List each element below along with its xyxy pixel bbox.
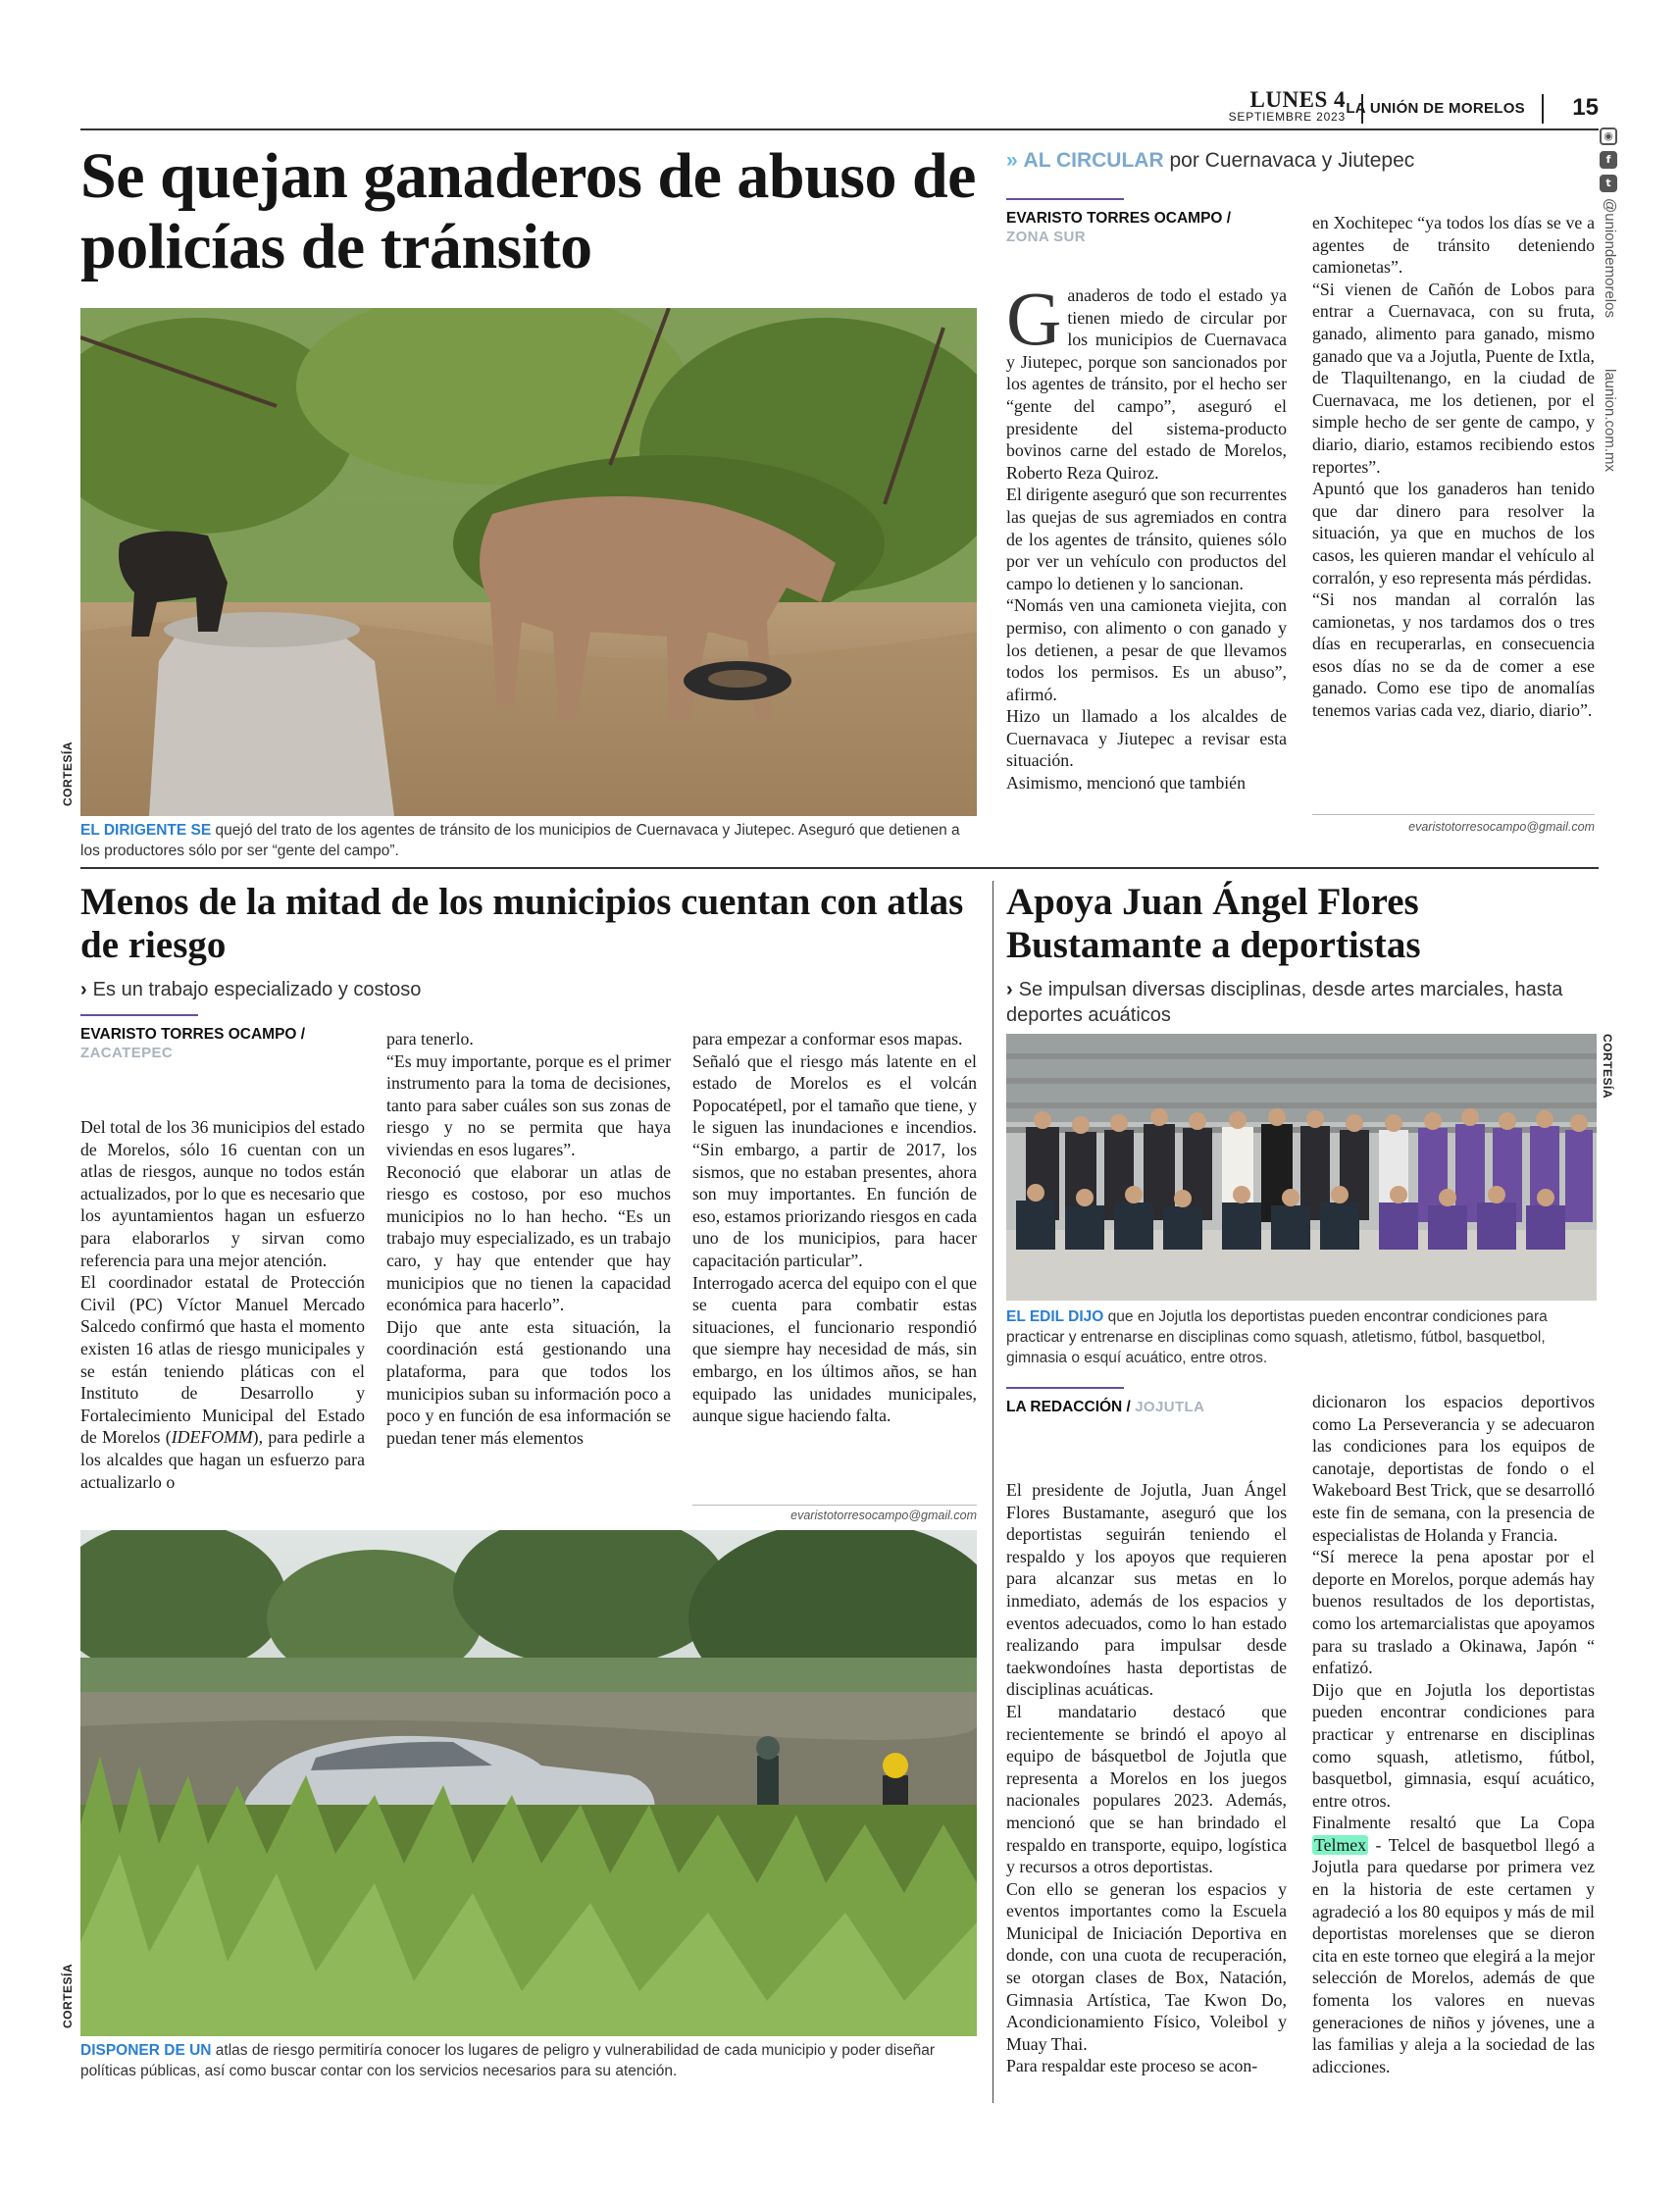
byline-location: ZACATEPEC: [80, 1045, 174, 1061]
drop-cap: G: [1006, 276, 1062, 361]
paragraph: Con ello se generan los espacios y eventos importantes como la Escuela Municipal de Iniciación Deportiva en donde, con una cuota de recuperación, se otorgan clases de Box, Natación, Gimnasia Artística, Tae Kwon Do, Acondicionamiento Físico, Voleibol y Muay Thai.: [1006, 1878, 1287, 2054]
paragraph: El presidente de Jojutla, Juan Ángel Flores Bustamante, aseguró que los deportistas seguirán teniendo el respaldo y los apoyos que requieren para alcanzar sus metas en lo inmediato, además de los espacios y eventos adecuados, como lo han estado realizando para impulsar desde taekwondoínes hasta deportistas de disciplinas acuáticas.: [1006, 1480, 1287, 1700]
story2-column-1: [80, 1116, 365, 1493]
paragraph: “Es muy importante, porque es el primer instrumento para la toma de decisiones, tanto para saber cuáles son sus zonas de riesgo y no se permita que haya viviendas en esos lugares”.: [386, 1050, 671, 1159]
byline-rule: [80, 1014, 198, 1016]
story3-byline: [1006, 1387, 1204, 1416]
kicker-text: por Cuernavaca y Jiutepec: [1163, 149, 1415, 172]
byline-author: EVARISTO TORRES OCAMPO /: [1006, 210, 1232, 227]
story2-caption: [80, 2040, 973, 2081]
story3-caption: [1006, 1306, 1599, 1368]
paragraph: Reconoció que elaborar un atlas de riesgo es costoso, por eso muchos municipios no lo han hecho. “Es un trabajo muy especializado, es un trabajo caro, y hay que entender que hay municipios que no tienen la capacidad económica para hacerlo”.: [386, 1161, 671, 1315]
byline-location: JOJUTLA: [1135, 1399, 1205, 1415]
highlighted-text: Telmex: [1314, 1834, 1367, 1855]
paragraph: Del total de los 36 municipios del estado de Morelos, sólo 16 cuentan con un atlas de riesgos, aunque no todos están actualizados, por lo que es necesario que los ayuntamientos hagan un esfuerzo para elaborarlos y sirvan como referencia para una mejor atención.: [80, 1117, 365, 1270]
newspaper-name: LA UNIÓN DE MORELOS: [1346, 100, 1525, 117]
cattle-photo: [80, 308, 977, 816]
flood-photo: [80, 1530, 977, 2036]
paragraph: [1006, 276, 1287, 484]
story1-column-2: [1312, 212, 1595, 722]
story2-headline: Menos de la mitad de los municipios cuentan con atlas de riesgo: [80, 881, 964, 966]
masthead-rule: [80, 128, 1599, 130]
paragraph: [80, 1271, 365, 1493]
paragraph: El mandatario destacó que recientemente se brindó el apoyo al equipo de básquetbol de Jojutla que representa a Morelos en los juegos nacionales populares 2023. Además, mencionó que se han brindado el respaldo en transporte, equipo, logística y recursos a otros deportistas.: [1006, 1701, 1287, 1877]
instagram-icon: ◉: [1600, 128, 1617, 145]
subheadline-text: Se impulsan diversas disciplinas, desde artes marciales, hasta deportes acuáticos: [1006, 979, 1563, 1026]
paragraph: dicionaron los espacios deportivos como La Perseverancia y se adecuaron las condiciones para los equipos de canotaje, deportistas de fondo o el Wakeboard Best Trick, que se desarrolló este fin de semana, con la presencia de especialistas de Holanda y Francia.: [1312, 1392, 1595, 1545]
paragraph: Interrogado acerca del equipo con el que se cuenta para combatir estas situaciones, el funcionario respondió que siempre hay necesidad de más, sin embargo, en los últimos años, se han equipado las unidades municipales, aunque sigue haciendo falta.: [692, 1272, 977, 1426]
story1-column-1: [1006, 276, 1287, 794]
paragraph: Señaló que el riesgo más latente en el estado de Morelos es el volcán Popocatépetl, por el tamaño que tiene, y le siguen las inundaciones e incendios. “Sin embargo, a partir de 2017, los sismos, que no estaban presentes, ahora son muy importantes. En función de eso, estamos priorizando riesgos en cada uno de los municipios, para hacer capacitación particular”.: [692, 1050, 977, 1270]
author-email: evaristotorresocampo@gmail.com: [1408, 820, 1595, 834]
paragraph: Hizo un llamado a los alcaldes de Cuernavaca y Jiutepec a revisar esta situación.: [1006, 706, 1287, 771]
caption-lead: EL DIRIGENTE SE: [80, 822, 212, 839]
paragraph: [1312, 1812, 1595, 2077]
story1-headline: Se quejan ganaderos de abuso de policías de tránsito: [80, 140, 976, 282]
byline-location: ZONA SUR: [1006, 229, 1086, 245]
paragraph-text: anaderos de todo el estado ya tienen miedo de circular por los municipios de Cuernavaca y Jiutepec, porque son sancionados por los agentes de tránsito, por el hecho ser “gente del campo”, aseguró el presidente del sistema-producto bovinos carne del estado de Morelos, Roberto Reza Quiroz.: [1006, 285, 1287, 483]
paragraph: Dijo que ante esta situación, la coordinación está gestionando una plataforma, para que todos los municipios suban su información poco a poco y en función de esa información se puedan tener más elementos: [386, 1316, 671, 1448]
photo-credit: CORTESÍA: [1601, 1034, 1614, 1100]
email-rule: [692, 1505, 977, 1506]
byline-author: LA REDACCIÓN /: [1006, 1399, 1136, 1415]
chevron-icon: ›: [80, 979, 87, 1000]
paragraph-text: - Telcel de basquetbol llegó a Jojutla para quedarse por primera vez en la historia de este certamen y agradeció a los 80 equipos y más de mil deportistas morelenses que se dieron cita en este torneo que elegirá a la mejor selección de Morelos, además de que fomenta los valores en nuevas generaciones de niños y jóvenes, une a las familias y aleja a la sociedad de las adicciones.: [1312, 1834, 1595, 2076]
issue-day: LUNES 4: [1249, 87, 1346, 112]
issue-month: SEPTIEMBRE 2023: [1228, 110, 1346, 124]
double-chevron-icon: »: [1006, 149, 1018, 172]
twitter-icon: t: [1600, 175, 1617, 192]
byline-author: EVARISTO TORRES OCAMPO /: [80, 1026, 306, 1043]
caption-lead: EL EDIL DIJO: [1006, 1308, 1104, 1325]
story3-column-2: [1312, 1391, 1595, 2077]
story1-byline: [1006, 198, 1231, 245]
byline-rule: [1006, 198, 1124, 200]
social-icons: [1600, 128, 1619, 198]
caption-text: quejó del trato de los agentes de tránsito de los municipios de Cuernavaca y Jiutepec. Aseguró que detienen a los productores sólo por ser “gente del campo”.: [80, 822, 960, 859]
paragraph: “Si nos mandan al corralón las camionetas, y nos tardamos dos o tres días en recuperarlas, en consecuencia esos días no se da de comer a ese ganado. Como ese tipo de anomalías tenemos varias cada vez, diario, diario”.: [1312, 589, 1595, 721]
masthead-divider: [1542, 94, 1544, 124]
paragraph-text: Finalmente resaltó que La Copa: [1312, 1813, 1595, 1833]
photo-credit: CORTESÍA: [61, 742, 75, 807]
paragraph: “Sí merece la pena apostar por el deporte en Morelos, porque además hay buenos resultados de los deportistas, como los artemarcialistas que apoyamos para su traslado a Okinawa, Japón “ enfatizó.: [1312, 1547, 1595, 1678]
story3-column-1: [1006, 1479, 1287, 2077]
author-email: evaristotorresocampo@gmail.com: [790, 1509, 977, 1522]
paragraph: Dijo que en Jojutla los deportistas pueden encontrar condiciones para practicar y entrenarse en disciplinas como squash, atletismo, fútbol, basquetbol, gimnasia, esquí acuático, entre otros.: [1312, 1679, 1595, 1811]
paragraph-text: El coordinador estatal de Protección Civil (PC) Víctor Manuel Mercado Salcedo confirmó que hasta el momento existen 16 atlas de riesgo municipales y se están teniendo pláticas con el Instituto de Desarrollo y Fortalecimiento Municipal del Estado de Morelos (: [80, 1272, 365, 1448]
story2-byline: [80, 1014, 305, 1061]
story3-subheadline: [1006, 977, 1599, 1028]
chevron-icon: ›: [1006, 979, 1013, 1000]
issue-date: [1228, 87, 1346, 124]
paragraph: Apuntó que los ganaderos han tenido que dar dinero para resolver la situación, ya que en muchos de los casos, les quieren mandar el vehículo al corralón, y eso representa más pérdidas.: [1312, 479, 1595, 588]
subheadline-text: Es un trabajo especializado y costoso: [92, 979, 422, 1000]
paragraph: El dirigente aseguró que son recurrentes las quejas de sus agremiados en contra de los agentes de tránsito, quienes sólo por ver un vehículo con productos del campo lo detienen y lo sancionan.: [1006, 485, 1287, 593]
acronym: IDEFOMM: [171, 1427, 253, 1448]
paragraph-text: ), para pedirle a los alcaldes que hagan un esfuerzo para actualizarlo o: [80, 1427, 365, 1492]
byline-rule: [1006, 1387, 1124, 1389]
paragraph: “Nomás ven una camioneta viejita, con permiso, con alimento o con ganado y los detienen, a pesar de que llevamos todos los permisos. Es un abuso”, afirmó.: [1006, 595, 1287, 704]
photo-credit: CORTESÍA: [61, 1964, 75, 2029]
story1-kicker: [1006, 149, 1414, 173]
caption-lead: DISPONER DE UN: [80, 2042, 212, 2059]
story1-caption: [80, 820, 973, 861]
story3-headline: Apoya Juan Ángel Flores Bustamante a deportistas: [1006, 881, 1421, 966]
paragraph: “Si vienen de Cañón de Lobos para entrar a Cuernavaca, con su fruta, ganado, alimento para ganado, mismo ganado que va a Jojutla, Puente de Ixtla, de Tlaquiltenango, en la ciudad de Cuernavaca, me los detienen, por el simple hecho de ser gente de campo, y diario, diario, estamos recibiendo estos reportes”.: [1312, 279, 1595, 477]
page-number: 15: [1572, 94, 1599, 121]
caption-text: que en Jojutla los deportistas pueden encontrar condiciones para practicar y entrenarse en disciplinas como squash, atletismo, fútbol, basquetbol, gimnasia o esquí acuático, entre otros.: [1006, 1308, 1548, 1366]
facebook-icon: f: [1600, 151, 1617, 169]
story2-subheadline: [80, 977, 983, 1002]
paragraph: Para respaldar este proceso se acon-: [1006, 2056, 1258, 2076]
story2-column-3: [692, 1028, 977, 1427]
athletes-group-photo: [1006, 1034, 1597, 1301]
paragraph: para empezar a conformar esos mapas.: [692, 1029, 963, 1049]
social-handle: @uniondemorelos: [1602, 198, 1618, 318]
paragraph: para tenerlo.: [386, 1029, 474, 1049]
section-rule: [80, 867, 1599, 869]
paragraph: en Xochitepec “ya todos los días se ve a agentes de tránsito deteniendo camionetas”.: [1312, 213, 1595, 278]
caption-text: atlas de riesgo permitiría conocer los lugares de peligro y vulnerabilidad de cada municipio y poder diseñar políticas públicas, así como buscar contar con los servicios necesarios para su atención.: [80, 2042, 936, 2079]
masthead: [80, 87, 1599, 129]
kicker-keyword: AL CIRCULAR: [1023, 149, 1164, 172]
paragraph: Asimismo, mencionó que también: [1006, 773, 1246, 793]
story2-column-2: [386, 1028, 671, 1449]
email-rule: [1312, 814, 1595, 815]
website: launion.com.mx: [1602, 369, 1618, 473]
